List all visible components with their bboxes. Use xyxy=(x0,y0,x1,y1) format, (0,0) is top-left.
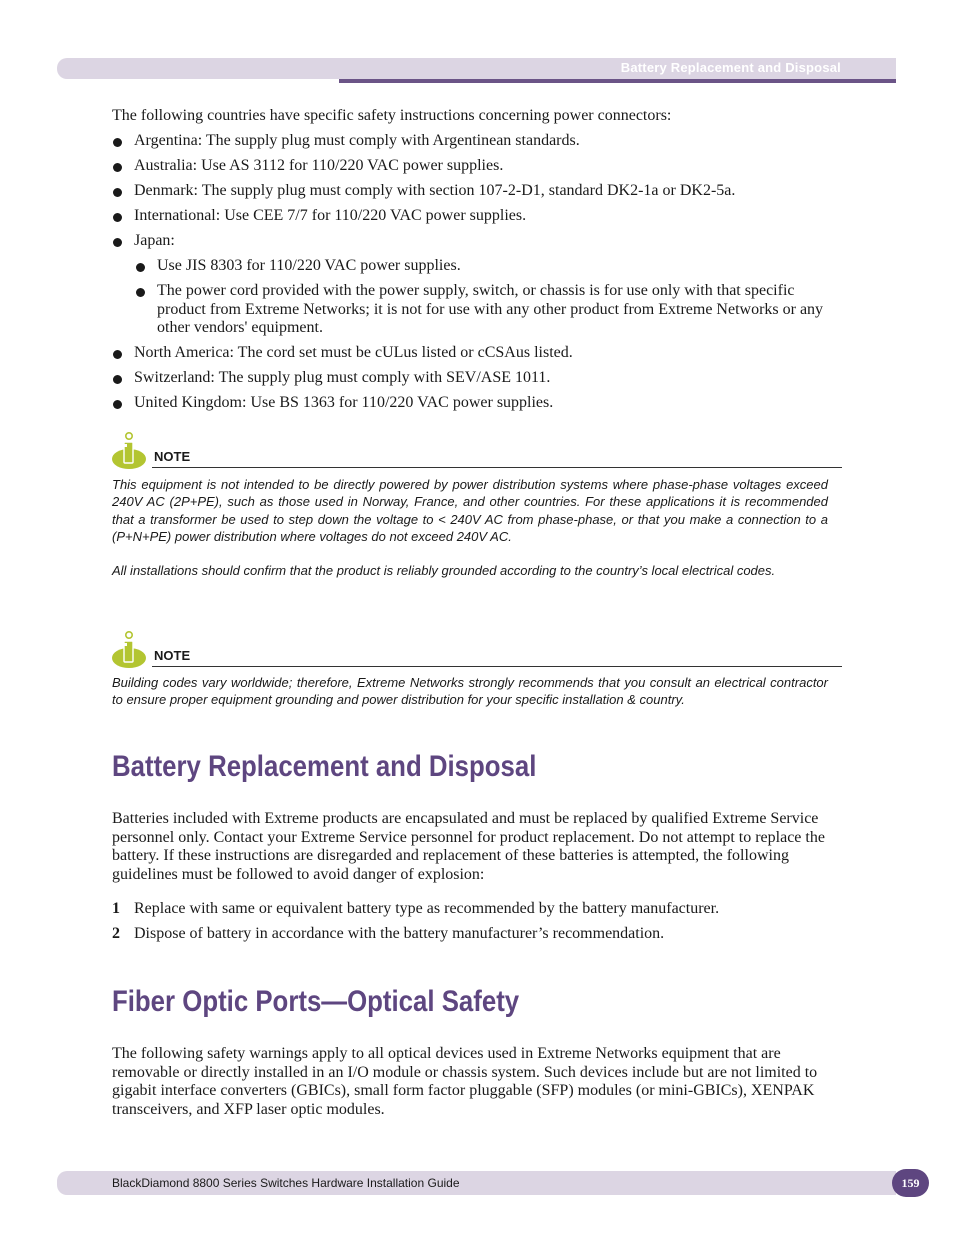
note-text: Building codes vary worldwide; therefore, Extreme Networks strongly recommends that you consult an electrical contractor to ensure proper equipment grounding and power distribution for your specific installation & country. xyxy=(112,675,828,708)
section-heading-fiber: Fiber Optic Ports—Optical Safety xyxy=(112,985,520,1018)
bullet-icon xyxy=(113,188,122,197)
sub-bullet-icon xyxy=(136,263,145,272)
sub-list-item: Use JIS 8303 for 110/220 VAC power supplies. xyxy=(157,257,461,274)
bullet-icon xyxy=(113,350,122,359)
list-item: North America: The cord set must be cULus listed or cCSAus listed. xyxy=(134,344,573,361)
section-heading-battery: Battery Replacement and Disposal xyxy=(112,750,537,783)
step-number: 2 xyxy=(112,925,120,942)
note-text: This equipment is not intended to be directly powered by power distribution systems where phase-phase voltages exceed 240V AC (2P+PE), such as those used in Norway, France, and other countries. For these applications it is recommended that a transformer be used to step down the voltage to < 240V AC from phase-phase, or that you make a connection to a (P+N+PE) power distribution where voltages do not exceed 240V AC. xyxy=(112,477,828,544)
list-item: Japan: xyxy=(134,232,175,249)
step-text: Dispose of battery in accordance with the battery manufacturer’s recommendation. xyxy=(134,925,665,942)
bullet-icon xyxy=(113,400,122,409)
list-item: Australia: Use AS 3112 for 110/220 VAC power supplies. xyxy=(134,157,504,174)
battery-paragraph: Batteries included with Extreme products are encapsulated and must be replaced by qualified Extreme Service personnel only. Contact your Extreme Service personnel for product replacement. Do not attempt to replace the battery. If these instructions are disregarded and replacement of these batteries is attempted, the following guidelines must be followed to avoid danger of explosion: xyxy=(112,810,825,883)
list-item: Argentina: The supply plug must comply with Argentinean standards. xyxy=(134,132,580,149)
bullet-icon xyxy=(113,138,122,147)
note-info-icon xyxy=(112,430,148,470)
step-text: Replace with same or equivalent battery type as recommended by the battery manufacturer. xyxy=(134,900,720,917)
page-number-badge: 159 xyxy=(892,1169,929,1197)
bullet-icon xyxy=(113,213,122,222)
list-item: United Kingdom: Use BS 1363 for 110/220 VAC power supplies. xyxy=(134,394,554,411)
running-header-title: Battery Replacement and Disposal xyxy=(620,60,841,75)
footer-bar xyxy=(57,1171,896,1195)
header-accent-rule xyxy=(339,79,896,83)
sub-list-item: The power cord provided with the power supply, switch, or chassis is for use only with that specific product from Extreme Networks; it is not for use with any other product from Extreme Networks or any other vendors' equipment. xyxy=(157,282,824,337)
note-rule xyxy=(152,467,842,468)
step-number: 1 xyxy=(112,900,120,917)
list-item: Denmark: The supply plug must comply with section 107-2-D1, standard DK2-1a or DK2-5a. xyxy=(134,182,736,199)
note-text: All installations should confirm that the product is reliably grounded according to the country’s local electrical codes. xyxy=(112,563,776,578)
list-item: International: Use CEE 7/7 for 110/220 VAC power supplies. xyxy=(134,207,527,224)
bullet-icon xyxy=(113,163,122,172)
bullet-icon xyxy=(113,238,122,247)
intro-paragraph: The following countries have specific safety instructions concerning power connectors: xyxy=(112,107,672,124)
sub-bullet-icon xyxy=(136,288,145,297)
fiber-paragraph: The following safety warnings apply to all optical devices used in Extreme Networks equipment that are removable or directly installed in an I/O module or chassis system. Such devices include but are not limited to gigabit interface converters (GBICs), small form factor pluggable (SFP) modules (or mini-GBICs), XENPAK transceivers, and XFP laser optic modules. xyxy=(112,1045,818,1118)
header-bar xyxy=(57,58,896,79)
note-info-icon xyxy=(112,629,148,669)
footer-guide-title: BlackDiamond 8800 Series Switches Hardware Installation Guide xyxy=(112,1176,460,1190)
bullet-icon xyxy=(113,375,122,384)
note-label: NOTE xyxy=(154,648,191,663)
note-label: NOTE xyxy=(154,449,191,464)
list-item: Switzerland: The supply plug must comply with SEV/ASE 1011. xyxy=(134,369,551,386)
note-rule xyxy=(152,666,842,667)
